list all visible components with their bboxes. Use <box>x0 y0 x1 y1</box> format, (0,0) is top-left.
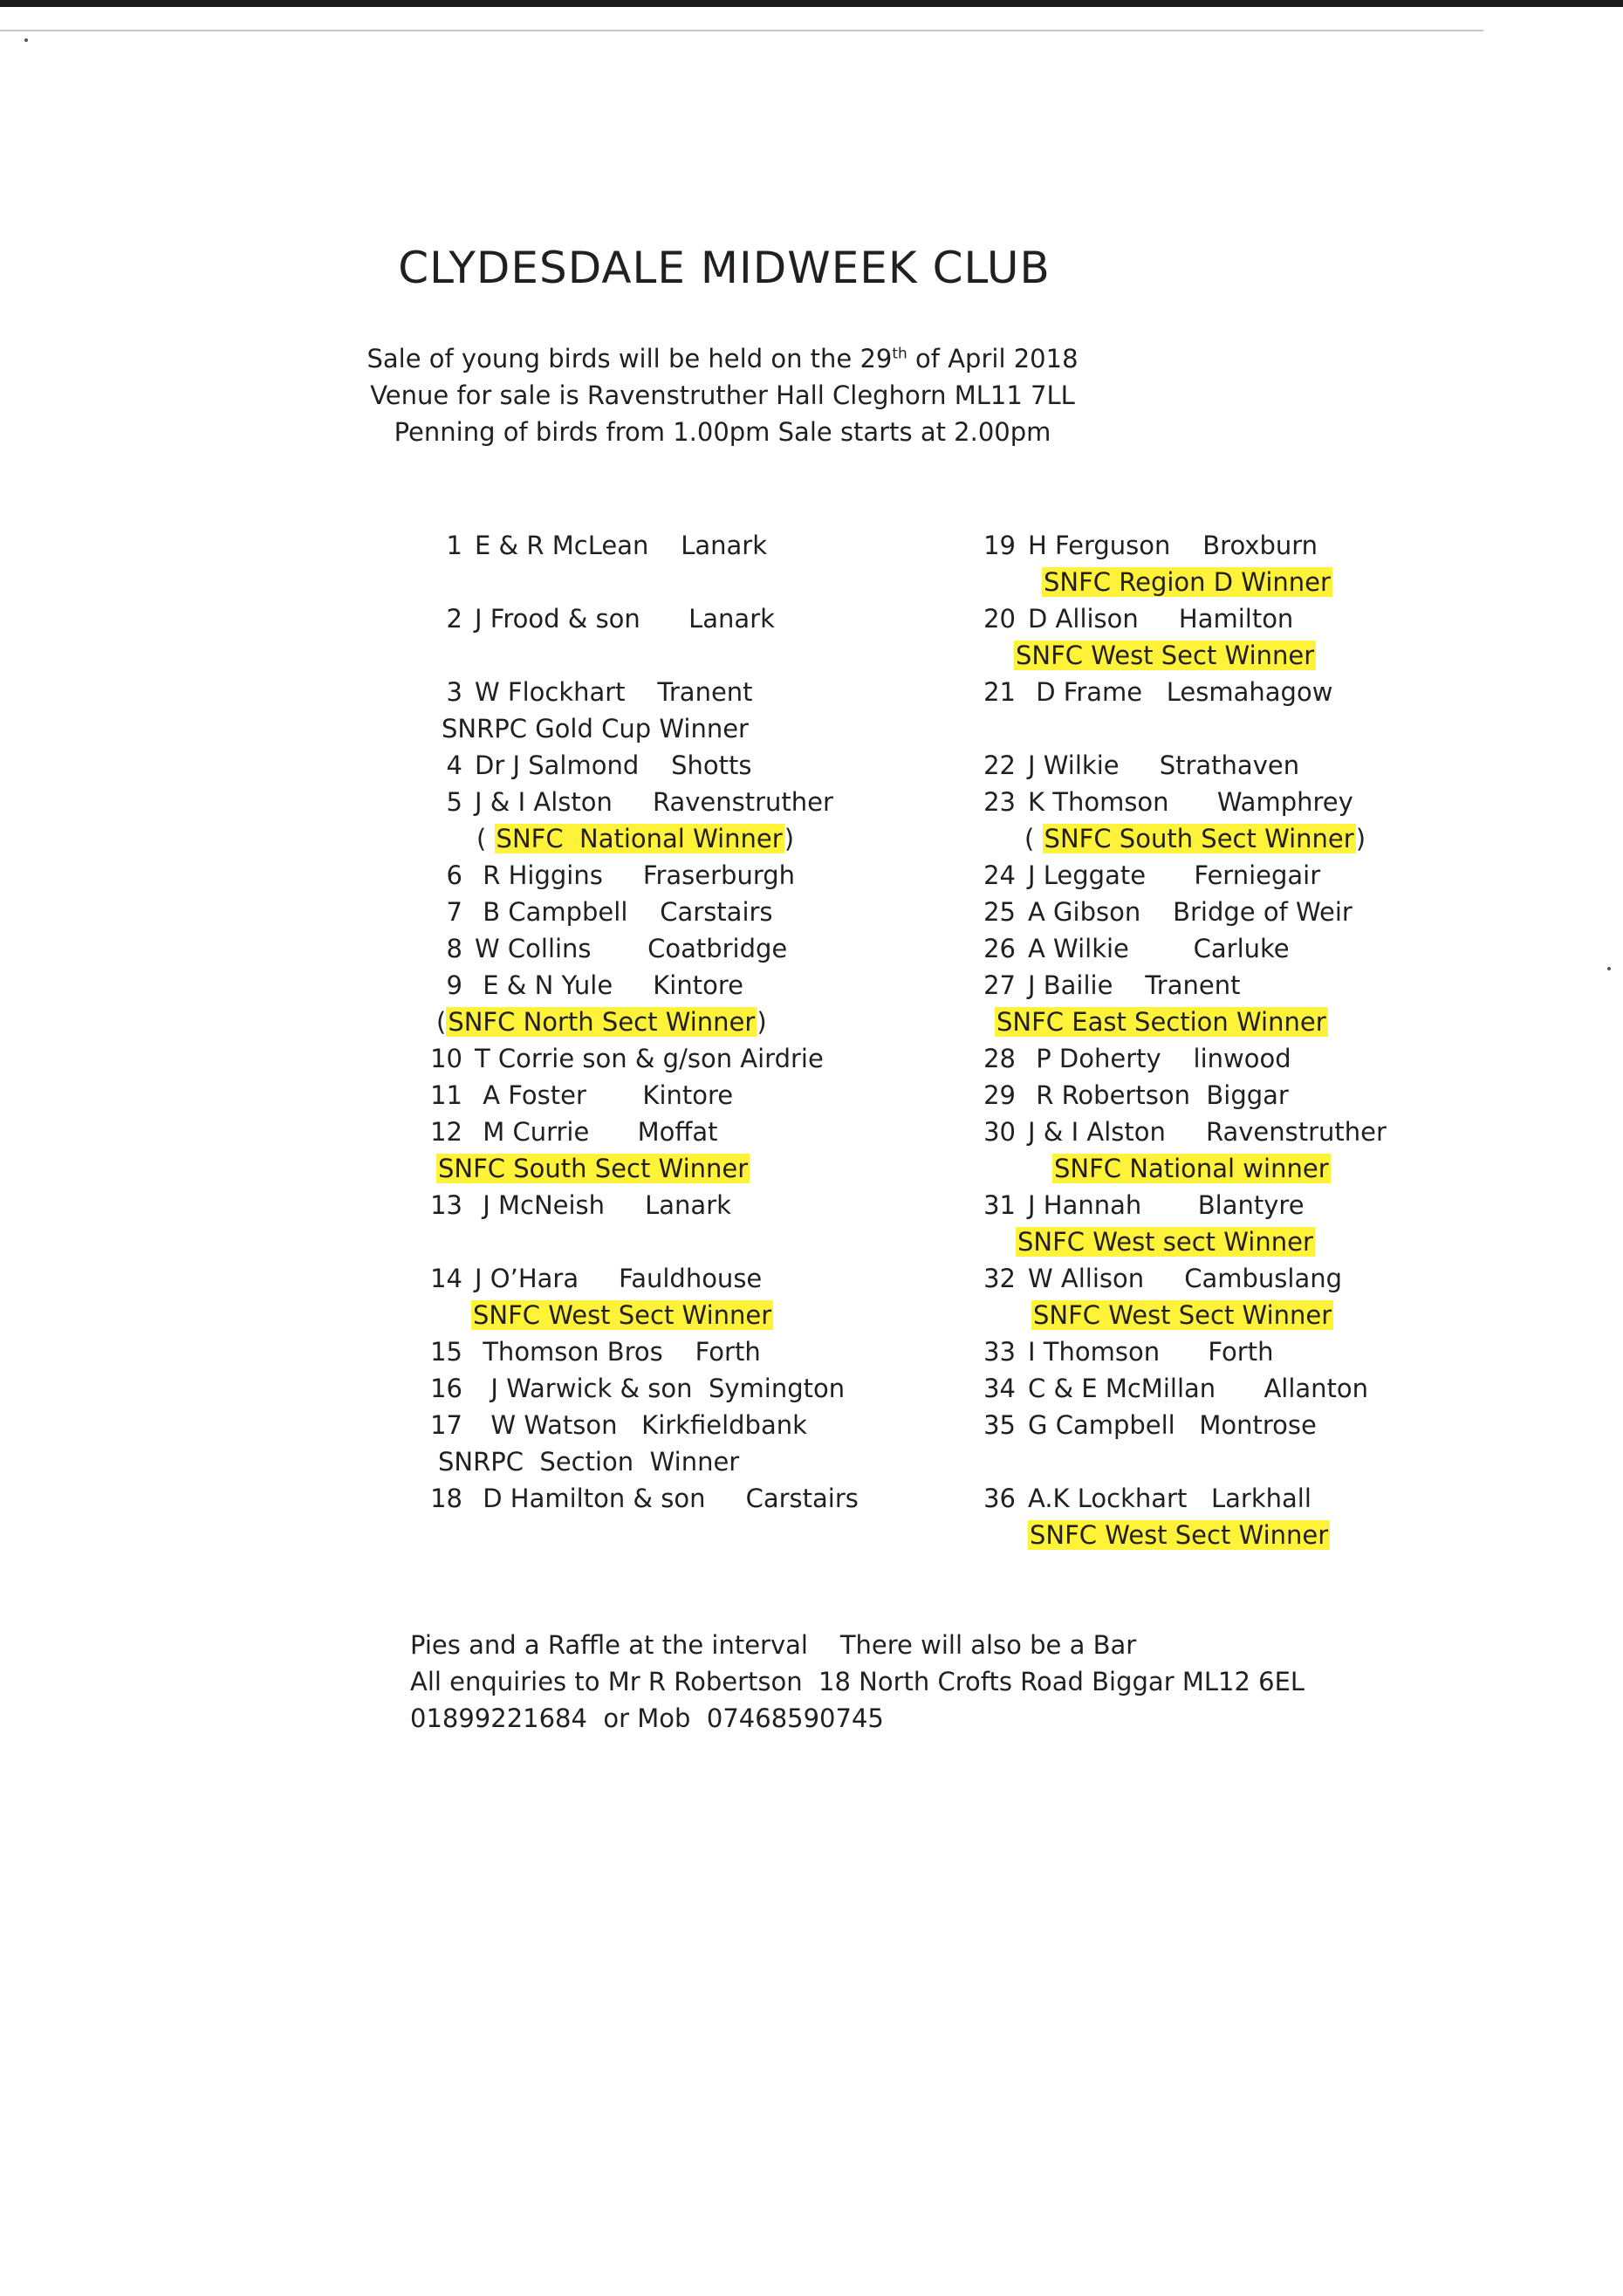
lot-number: 11 <box>430 1080 462 1110</box>
lot-number: 6 <box>446 860 462 890</box>
lot-number: 8 <box>446 934 462 963</box>
scan-edge-top <box>0 0 1623 7</box>
lot-number: 15 <box>430 1337 462 1367</box>
lot-entry: T Corrie son & g/son Airdrie <box>475 1044 824 1073</box>
list-item <box>424 1187 965 1223</box>
winner-badge: SNFC National winner <box>1054 1154 1329 1183</box>
winner-badge: SNFC National Winner <box>496 824 783 853</box>
lot-number: 32 <box>983 1264 1016 1293</box>
lot-entry: A Wilkie Carluke <box>1028 934 1290 963</box>
winner-line: (SNFC North Sect Winner) <box>436 1007 767 1037</box>
list-item <box>424 527 965 564</box>
intro-line-times: Penning of birds from 1.00pm Sale starts at 2.00pm <box>394 417 1051 447</box>
lot-number: 7 <box>446 897 462 927</box>
list-item <box>424 600 965 637</box>
scan-speck <box>24 38 28 42</box>
blank-line <box>977 710 1466 747</box>
list-item <box>977 930 1466 967</box>
winner-line <box>424 1297 965 1333</box>
lot-entry: K Thomson Wamphrey <box>1028 787 1353 817</box>
lot-number: 14 <box>430 1264 462 1293</box>
winner-badge: SNFC West Sect Winner <box>473 1300 772 1330</box>
winner-line <box>977 1223 1466 1260</box>
list-item <box>977 1187 1466 1223</box>
lot-number: 10 <box>430 1044 462 1073</box>
lot-entry: D Allison Hamilton <box>1028 604 1294 634</box>
lot-entry: J Wilkie Strathaven <box>1028 750 1300 780</box>
blank-line <box>424 564 965 600</box>
lot-entry: J Frood & son Lanark <box>475 604 775 634</box>
winner-badge: SNFC Region D Winner <box>1044 567 1331 597</box>
list-item <box>424 857 965 894</box>
lot-number: 23 <box>983 787 1016 817</box>
lot-number: 19 <box>983 531 1016 560</box>
lot-list-right <box>977 527 1466 1553</box>
list-item <box>424 1260 965 1297</box>
lot-number: 1 <box>446 531 462 560</box>
lot-number: 34 <box>983 1374 1016 1403</box>
lot-number: 3 <box>446 677 462 707</box>
winner-badge: SNFC North Sect Winner <box>448 1007 756 1037</box>
list-item <box>977 784 1466 820</box>
lot-entry: E & N Yule Kintore <box>475 970 743 1000</box>
lot-entry: W Collins Coatbridge <box>475 934 788 963</box>
lot-number: 9 <box>446 970 462 1000</box>
lot-number: 4 <box>446 750 462 780</box>
lot-entry: C & E McMillan Allanton <box>1028 1374 1369 1403</box>
winner-line <box>977 564 1466 600</box>
lot-entry: J Warwick & son Symington <box>475 1374 846 1403</box>
winner-badge: SNFC East Section Winner <box>996 1007 1326 1037</box>
winner-badge: SNFC South Sect Winner <box>438 1154 749 1183</box>
lot-list-left <box>424 527 965 1517</box>
blank-line <box>424 637 965 674</box>
list-item <box>424 1333 965 1370</box>
winner-line <box>424 1443 965 1480</box>
lot-number: 2 <box>446 604 462 634</box>
list-item <box>424 747 965 784</box>
lot-entry: J Leggate Ferniegair <box>1028 860 1321 890</box>
lot-entry: W Watson Kirkfieldbank <box>475 1410 807 1440</box>
lot-entry: I Thomson Forth <box>1028 1337 1274 1367</box>
lot-entry: J O’Hara Fauldhouse <box>475 1264 763 1293</box>
lot-entry: J Hannah Blantyre <box>1028 1190 1305 1220</box>
winner-badge: SNRPC Gold Cup Winner <box>442 714 749 744</box>
lot-number: 18 <box>430 1484 462 1513</box>
intro-line-date: Sale of young birds will be held on the 29th of April 2018 <box>366 344 1079 374</box>
winner-badge: SNRPC Section Winner <box>438 1447 740 1477</box>
list-item <box>977 1260 1466 1297</box>
lot-entry: P Doherty linwood <box>1028 1044 1291 1073</box>
list-item <box>977 1370 1466 1407</box>
winner-badge: SNFC West Sect Winner <box>1016 641 1315 670</box>
list-item <box>977 857 1466 894</box>
blank-line <box>977 1443 1466 1480</box>
lot-number: 21 <box>983 677 1016 707</box>
lot-number: 29 <box>983 1080 1016 1110</box>
winner-line: ( SNFC South Sect Winner) <box>1024 824 1366 853</box>
list-item <box>424 894 965 930</box>
lot-entry: A Gibson Bridge of Weir <box>1028 897 1352 927</box>
footer-refreshments: Pies and a Raffle at the interval There will also be a Bar <box>410 1630 1137 1660</box>
lot-number: 36 <box>983 1484 1016 1513</box>
lot-number: 26 <box>983 934 1016 963</box>
lot-entry: G Campbell Montrose <box>1028 1410 1317 1440</box>
lot-number: 24 <box>983 860 1016 890</box>
footer-phone: 01899221684 or Mob 07468590745 <box>410 1703 884 1733</box>
lot-entry: M Currie Moffat <box>475 1117 718 1147</box>
lot-number: 33 <box>983 1337 1016 1367</box>
winner-line <box>424 710 965 747</box>
list-item <box>424 1370 965 1407</box>
list-item <box>424 1480 965 1517</box>
page-title: CLYDESDALE MIDWEEK CLUB <box>398 243 1051 293</box>
list-item <box>977 1480 1466 1517</box>
winner-badge: SNFC West Sect Winner <box>1033 1300 1332 1330</box>
lot-entry: E & R McLean Lanark <box>475 531 768 560</box>
lot-entry: Thomson Bros Forth <box>475 1337 761 1367</box>
lot-entry: J McNeish Lanark <box>475 1190 731 1220</box>
list-item <box>424 1077 965 1114</box>
winner-line <box>424 1150 965 1187</box>
lot-number: 17 <box>430 1410 462 1440</box>
lot-number: 5 <box>446 787 462 817</box>
winner-line <box>977 1517 1466 1553</box>
winner-line <box>977 637 1466 674</box>
lot-entry: Dr J Salmond Shotts <box>475 750 752 780</box>
lot-number: 22 <box>983 750 1016 780</box>
lot-number: 20 <box>983 604 1016 634</box>
lot-entry: R Robertson Biggar <box>1028 1080 1289 1110</box>
lot-entry: J Bailie Tranent <box>1028 970 1241 1000</box>
winner-line <box>977 1297 1466 1333</box>
list-item <box>424 967 965 1004</box>
blank-line <box>424 1223 965 1260</box>
winner-line <box>977 1150 1466 1187</box>
lot-entry: D Frame Lesmahagow <box>1028 677 1333 707</box>
list-item <box>977 1040 1466 1077</box>
winner-badge: SNFC South Sect Winner <box>1044 824 1354 853</box>
list-item <box>977 527 1466 564</box>
intro-line-venue: Venue for sale is Ravenstruther Hall Cleghorn ML11 7LL <box>370 380 1075 410</box>
list-item <box>424 930 965 967</box>
lot-number: 13 <box>430 1190 462 1220</box>
lot-number: 16 <box>430 1374 462 1403</box>
footer-enquiries: All enquiries to Mr R Robertson 18 North Crofts Road Biggar ML12 6EL <box>410 1667 1305 1696</box>
list-item <box>977 894 1466 930</box>
list-item <box>977 1114 1466 1150</box>
scan-speck <box>1607 967 1611 970</box>
list-item <box>977 1077 1466 1114</box>
list-item <box>977 1407 1466 1443</box>
scan-edge-line <box>0 30 1483 31</box>
winner-line: ( SNFC National Winner) <box>476 824 795 853</box>
lot-number: 31 <box>983 1190 1016 1220</box>
lot-number: 12 <box>430 1117 462 1147</box>
lot-number: 30 <box>983 1117 1016 1147</box>
winner-badge: SNFC West sect Winner <box>1017 1227 1313 1257</box>
list-item <box>977 967 1466 1004</box>
lot-number: 27 <box>983 970 1016 1000</box>
lot-entry: D Hamilton & son Carstairs <box>475 1484 859 1513</box>
list-item <box>424 1407 965 1443</box>
winner-line <box>977 1004 1466 1040</box>
list-item <box>424 674 965 710</box>
lot-number: 25 <box>983 897 1016 927</box>
lot-number: 35 <box>983 1410 1016 1440</box>
lot-entry: A Foster Kintore <box>475 1080 734 1110</box>
lot-entry: J & I Alston Ravenstruther <box>1028 1117 1387 1147</box>
lot-entry: R Higgins Fraserburgh <box>475 860 796 890</box>
lot-entry: A.K Lockhart Larkhall <box>1028 1484 1311 1513</box>
lot-entry: J & I Alston Ravenstruther <box>475 787 833 817</box>
list-item <box>424 1114 965 1150</box>
winner-badge: SNFC West Sect Winner <box>1030 1520 1329 1550</box>
list-item <box>977 674 1466 710</box>
list-item <box>424 1040 965 1077</box>
lot-entry: H Ferguson Broxburn <box>1028 531 1318 560</box>
lot-entry: W Allison Cambuslang <box>1028 1264 1343 1293</box>
lot-entry: B Campbell Carstairs <box>475 897 773 927</box>
lot-number: 28 <box>983 1044 1016 1073</box>
list-item <box>977 600 1466 637</box>
list-item <box>977 1333 1466 1370</box>
lot-entry: W Flockhart Tranent <box>475 677 753 707</box>
list-item <box>424 784 965 820</box>
list-item <box>977 747 1466 784</box>
